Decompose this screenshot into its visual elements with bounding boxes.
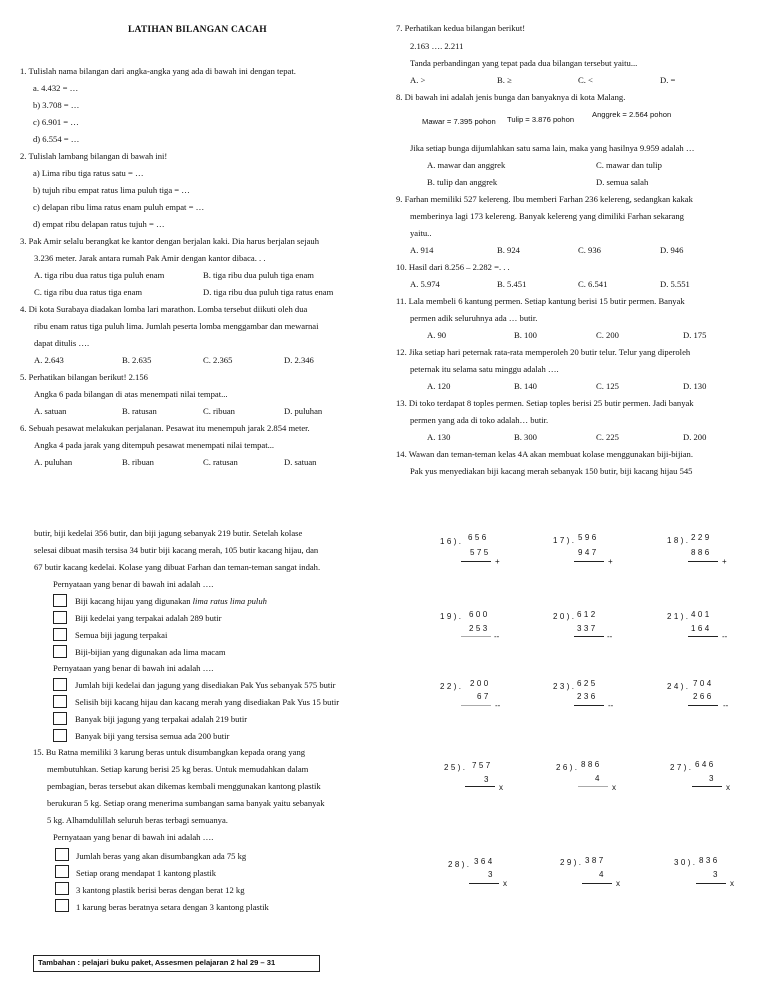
q15-intro: Pernyataan yang benar di bawah ini adalah …. [53,832,214,842]
q11-line: 11. Lala membeli 6 kantung permen. Setiap kantung berisi 15 butir permen. Banyak [396,296,685,306]
q11-option: B. 100 [514,330,537,340]
statement-checkbox[interactable] [55,865,69,878]
statement-checkbox[interactable] [55,882,69,895]
operand-bottom: 4 [599,870,606,879]
q9-line: memberinya lagi 173 kelereng. Banyak kelereng yang dimiliki Farhan sekarang [410,211,684,221]
operand-bottom: 253 [469,624,490,633]
product-line [696,883,726,884]
operator: -- [722,632,728,641]
statement-checkbox[interactable] [53,729,67,742]
flower-anggrek: Anggrek = 2.564 pohon [592,110,672,119]
q4-option: C. 2.365 [203,355,233,365]
statement-text: Biji kedelai yang terpakai adalah 289 butir [75,613,222,623]
product-line [465,786,495,787]
q15-line: 5 kg. Alhamdulillah seluruh beras terbagi semuanya. [47,815,228,825]
operand-top: 886 [581,760,602,769]
q5-line: 5. Perhatikan bilangan berikut! 2.156 [20,372,148,382]
q10-line: 10. Hasil dari 8.256 – 2.282 =. . . [396,262,510,272]
operand-bottom: 4 [595,774,602,783]
problem-number: 19). [440,612,464,621]
product-line [578,786,608,787]
q14-cont-line: butir, biji kedelai 356 butir, dan biji jagung sebanyak 219 butir. Setelah kolase [34,528,303,538]
q2-item: b) tujuh ribu empat ratus lima puluh tiga = … [33,185,190,195]
operator: x [726,783,730,792]
statement-italic: lima ratus lima puluh [192,596,267,606]
statement-text: Semua biji jagung terpakai [75,630,168,640]
operand-top: 656 [468,533,489,542]
q7-option: D. = [660,75,676,85]
statement-text: Jumlah biji kedelai dan jagung yang disediakan Pak Yus sebanyak 575 butir [75,680,336,690]
q10-option: C. 6.541 [578,279,608,289]
statement-checkbox[interactable] [55,899,69,912]
operand-bottom: 266 [693,692,714,701]
operand-bottom: 3 [488,870,495,879]
operator: x [499,783,503,792]
sum-line [574,561,604,562]
q3-line: 3.236 meter. Jarak antara rumah Pak Amir dengan kantor dibaca. . . [34,253,266,263]
q9-line: 9. Farhan memiliki 527 kelereng. Ibu memberi Farhan 236 kelereng, sedangkan kakak [396,194,693,204]
statement-text [75,596,267,607]
q4-option: A. 2.643 [34,355,64,365]
operand-bottom: 3 [484,775,491,784]
operand-top: 836 [699,856,720,865]
sum-line [688,561,718,562]
statement-text: Banyak biji yang tersisa semua ada 200 butir [75,731,230,741]
statement-text: Jumlah beras yang akan disumbangkan ada 75 kg [76,851,247,861]
operand-top: 600 [469,610,490,619]
q8-option: C. mawar dan tulip [596,160,662,170]
q14-cont-line: selesai dibuat masih tersisa 34 butir biji kacang merah, 105 butir kacang hijau, dan [34,545,319,555]
q11-option: D. 175 [683,330,707,340]
q3-option: B. tiga ribu dua puluh tiga enam [203,270,314,280]
q15-line: berukuran 5 kg. Setiap orang menerima sumbangan sama banyak yaitu sebanyak [47,798,325,808]
footer-note: Tambahan : pelajari buku paket, Assesmen pelajaran 2 hal 29 – 31 [33,955,320,972]
q4-line: dapat ditulis …. [34,338,90,348]
q2-item: c) delapan ribu lima ratus enam puluh empat = … [33,202,205,212]
operator: + [608,557,616,566]
operand-top: 625 [577,679,598,688]
operator: -- [495,701,501,710]
q5-option: B. ratusan [122,406,157,416]
q4-option: B. 2.635 [122,355,152,365]
q10-option: D. 5.551 [660,279,690,289]
q5-line: Angka 6 pada bilangan di atas menempati nilai tempat... [34,389,228,399]
q6-option: B. ribuan [122,457,154,467]
flower-mawar: Mawar = 7.395 pohon [422,117,496,126]
q11-line: permen adik seluruhnya ada … butir. [410,313,538,323]
statement-checkbox[interactable] [53,678,67,691]
q12-line: peternak itu selama satu minggu adalah …. [410,364,559,374]
q13-option: A. 130 [427,432,451,442]
q12-line: 12. Jika setiap hari peternak rata-rata memperoleh 20 butir telur. Telur yang diperoleh [396,347,691,357]
operand-bottom: 3 [713,870,720,879]
operand-top: 401 [691,610,712,619]
difference-line [688,636,718,637]
operator: -- [494,632,500,641]
q8-option: A. mawar dan anggrek [427,160,506,170]
q6-line: Angka 4 pada jarak yang ditempuh pesawat menempati nilai tempat... [34,440,275,450]
operand-top: 646 [695,760,716,769]
q9-option: C. 936 [578,245,601,255]
operand-top: 612 [577,610,598,619]
operand-top: 200 [470,679,491,688]
operand-bottom: 164 [691,624,712,633]
q6-option: D. satuan [284,457,317,467]
statement-checkbox[interactable] [53,712,67,725]
q5-option: C. ribuan [203,406,235,416]
problem-number: 20). [553,612,577,621]
operand-bottom: 3 [709,774,716,783]
q14-line: 14. Wawan dan teman-teman kelas 4A akan membuat kolase menggunakan biji-bijian. [396,449,693,459]
problem-number: 29). [560,858,584,867]
statement-checkbox[interactable] [53,645,67,658]
problem-number: 22). [440,682,464,691]
problem-number: 18). [667,536,691,545]
q13-option: B. 300 [514,432,537,442]
operator: -- [607,632,613,641]
q7-option: C. < [578,75,593,85]
q4-option: D. 2.346 [284,355,314,365]
q5-option: A. satuan [34,406,67,416]
problem-number: 16). [440,537,464,546]
q3-option: C. tiga ribu dua ratus tiga enam [34,287,143,297]
operator: x [612,783,616,792]
product-line [582,883,612,884]
q1-stem: 1. Tulislah nama bilangan dari angka-angka yang ada di bawah ini dengan tepat. [20,66,296,76]
q7-option: B. ≥ [497,75,512,85]
flower-tulip: Tulip = 3.876 pohon [507,115,575,124]
q3-option: D. tiga ribu dua puluh tiga ratus enam [203,287,334,297]
operator: + [722,557,730,566]
operand-top: 596 [578,533,599,542]
q9-option: D. 946 [660,245,684,255]
operand-bottom: 67 [477,692,491,701]
operator: -- [723,701,729,710]
q1-item: b) 3.708 = … [33,100,80,110]
q15-line: membutuhkan. Setiap karung berisi 25 kg beras. Untuk memudahkan dalam [47,764,309,774]
q8-option: D. semua salah [596,177,649,187]
q8-stem: 8. Di bawah ini adalah jenis bunga dan banyaknya di kota Malang. [396,92,626,102]
q12-option: A. 120 [427,381,451,391]
q8-question: Jika setiap bunga dijumlahkan satu sama lain, maka yang hasilnya 9.959 adalah … [410,143,695,153]
q11-option: C. 200 [596,330,619,340]
q13-line: permen yang ada di toko adalah… butir. [410,415,549,425]
statement-checkbox[interactable] [53,611,67,624]
operator: x [730,879,734,888]
problem-number: 30). [674,858,698,867]
q6-option: A. puluhan [34,457,73,467]
operator: x [616,879,620,888]
operand-top: 387 [585,856,606,865]
q7-line: 2.163 …. 2.211 [410,41,464,51]
problem-number: 17). [553,536,577,545]
operator: x [503,879,507,888]
product-line [469,883,499,884]
statement-text: Setiap orang mendapat 1 kantong plastik [76,868,217,878]
q14-intro: Pernyataan yang benar di bawah ini adalah …. [53,579,214,589]
q14-cont-line: 67 butir kacang kedelai. Kolase yang dibuat Farhan dan teman-teman sangat indah. [34,562,321,572]
problem-number: 27). [670,763,694,772]
problem-number: 26). [556,763,580,772]
problem-number: 24). [667,682,691,691]
statement-checkbox[interactable] [53,594,67,607]
statement-checkbox[interactable] [55,848,69,861]
q13-option: C. 225 [596,432,619,442]
operator: -- [608,701,614,710]
statement-text: Biji-bijian yang digunakan ada lima macam [75,647,226,657]
statement-text: 3 kantong plastik berisi beras dengan berat 12 kg [76,885,245,895]
statement-checkbox[interactable] [53,695,67,708]
q11-option: A. 90 [427,330,447,340]
statement-text: 1 karung beras beratnya setara dengan 3 kantong plastik [76,902,269,912]
difference-line [574,636,604,637]
q3-option: A. tiga ribu dua ratus tiga puluh enam [34,270,165,280]
statement-prefix: Biji kacang hijau yang digunakan [75,596,193,606]
q7-line: Tanda perbandingan yang tepat pada dua bilangan tersebut yaitu... [410,58,638,68]
q2-stem: 2. Tulislah lambang bilangan di bawah ini! [20,151,168,161]
statement-text: Banyak biji jagung yang terpakai adalah 219 butir [75,714,248,724]
q4-line: ribu enam ratus tiga puluh lima. Jumlah peserta lomba menggambar dan mewarnai [34,321,319,331]
q1-item: c) 6.901 = … [33,117,79,127]
operator: + [495,557,503,566]
product-line [692,786,722,787]
difference-line [688,705,718,706]
problem-number: 25). [444,763,468,772]
q6-option: C. ratusan [203,457,238,467]
operand-bottom: 575 [470,548,491,557]
sum-line [461,561,491,562]
q9-line: yaitu.. [410,228,432,238]
q12-option: D. 130 [683,381,707,391]
q12-option: C. 125 [596,381,619,391]
operand-top: 364 [474,857,495,866]
q1-item: d) 6.554 = … [33,134,80,144]
q3-line: 3. Pak Amir selalu berangkat ke kantor dengan berjalan kaki. Dia harus berjalan sejauh [20,236,320,246]
difference-line [461,705,491,706]
operand-top: 229 [691,533,712,542]
operand-bottom: 337 [577,624,598,633]
operand-top: 704 [693,679,714,688]
q7-option: A. > [410,75,426,85]
q4-line: 4. Di kota Surabaya diadakan lomba lari marathon. Lomba tersebut diikuti oleh dua [20,304,308,314]
q1-item: a. 4.432 = … [33,83,79,93]
q9-option: B. 924 [497,245,520,255]
page-title: LATIHAN BILANGAN CACAH [128,25,267,35]
problem-number: 28). [448,860,472,869]
q15-line: 15. Bu Ratna memiliki 3 karung beras untuk disumbangkan kepada orang yang [33,747,306,757]
q12-option: B. 140 [514,381,537,391]
q13-option: D. 200 [683,432,707,442]
q9-option: A. 914 [410,245,434,255]
operand-bottom: 236 [577,692,598,701]
q13-line: 13. Di toko terdapat 8 toples permen. Setiap toples berisi 25 butir permen. Jadi banyak [396,398,694,408]
q10-option: A. 5.974 [410,279,440,289]
operand-bottom: 886 [691,548,712,557]
q5-option: D. puluhan [284,406,323,416]
q2-item: d) empat ribu delapan ratus tujuh = … [33,219,165,229]
q8-option: B. tulip dan anggrek [427,177,498,187]
q14-line: Pak yus menyediakan biji kacang merah sebanyak 150 butir, biji kacang hijau 545 [410,466,693,476]
difference-line [461,636,491,637]
q14-intro: Pernyataan yang benar di bawah ini adalah …. [53,663,214,673]
q10-option: B. 5.451 [497,279,527,289]
q15-line: pembagian, beras tersebut akan dikemas kembali menggunakan kantong plastik [47,781,321,791]
operand-bottom: 947 [578,548,599,557]
statement-checkbox[interactable] [53,628,67,641]
statement-text: Selisih biji kacang hijau dan kacang merah yang disediakan Pak Yus 15 butir [75,697,340,707]
q6-line: 6. Sebuah pesawat melakukan perjalanan. Pesawat itu menempuh jarak 2.854 meter. [20,423,310,433]
q2-item: a) Lima ribu tiga ratus satu = … [33,168,144,178]
q7-line: 7. Perhatikan kedua bilangan berikut! [396,23,526,33]
problem-number: 21). [667,612,691,621]
operand-top: 757 [472,761,493,770]
problem-number: 23). [553,682,577,691]
difference-line [574,705,604,706]
